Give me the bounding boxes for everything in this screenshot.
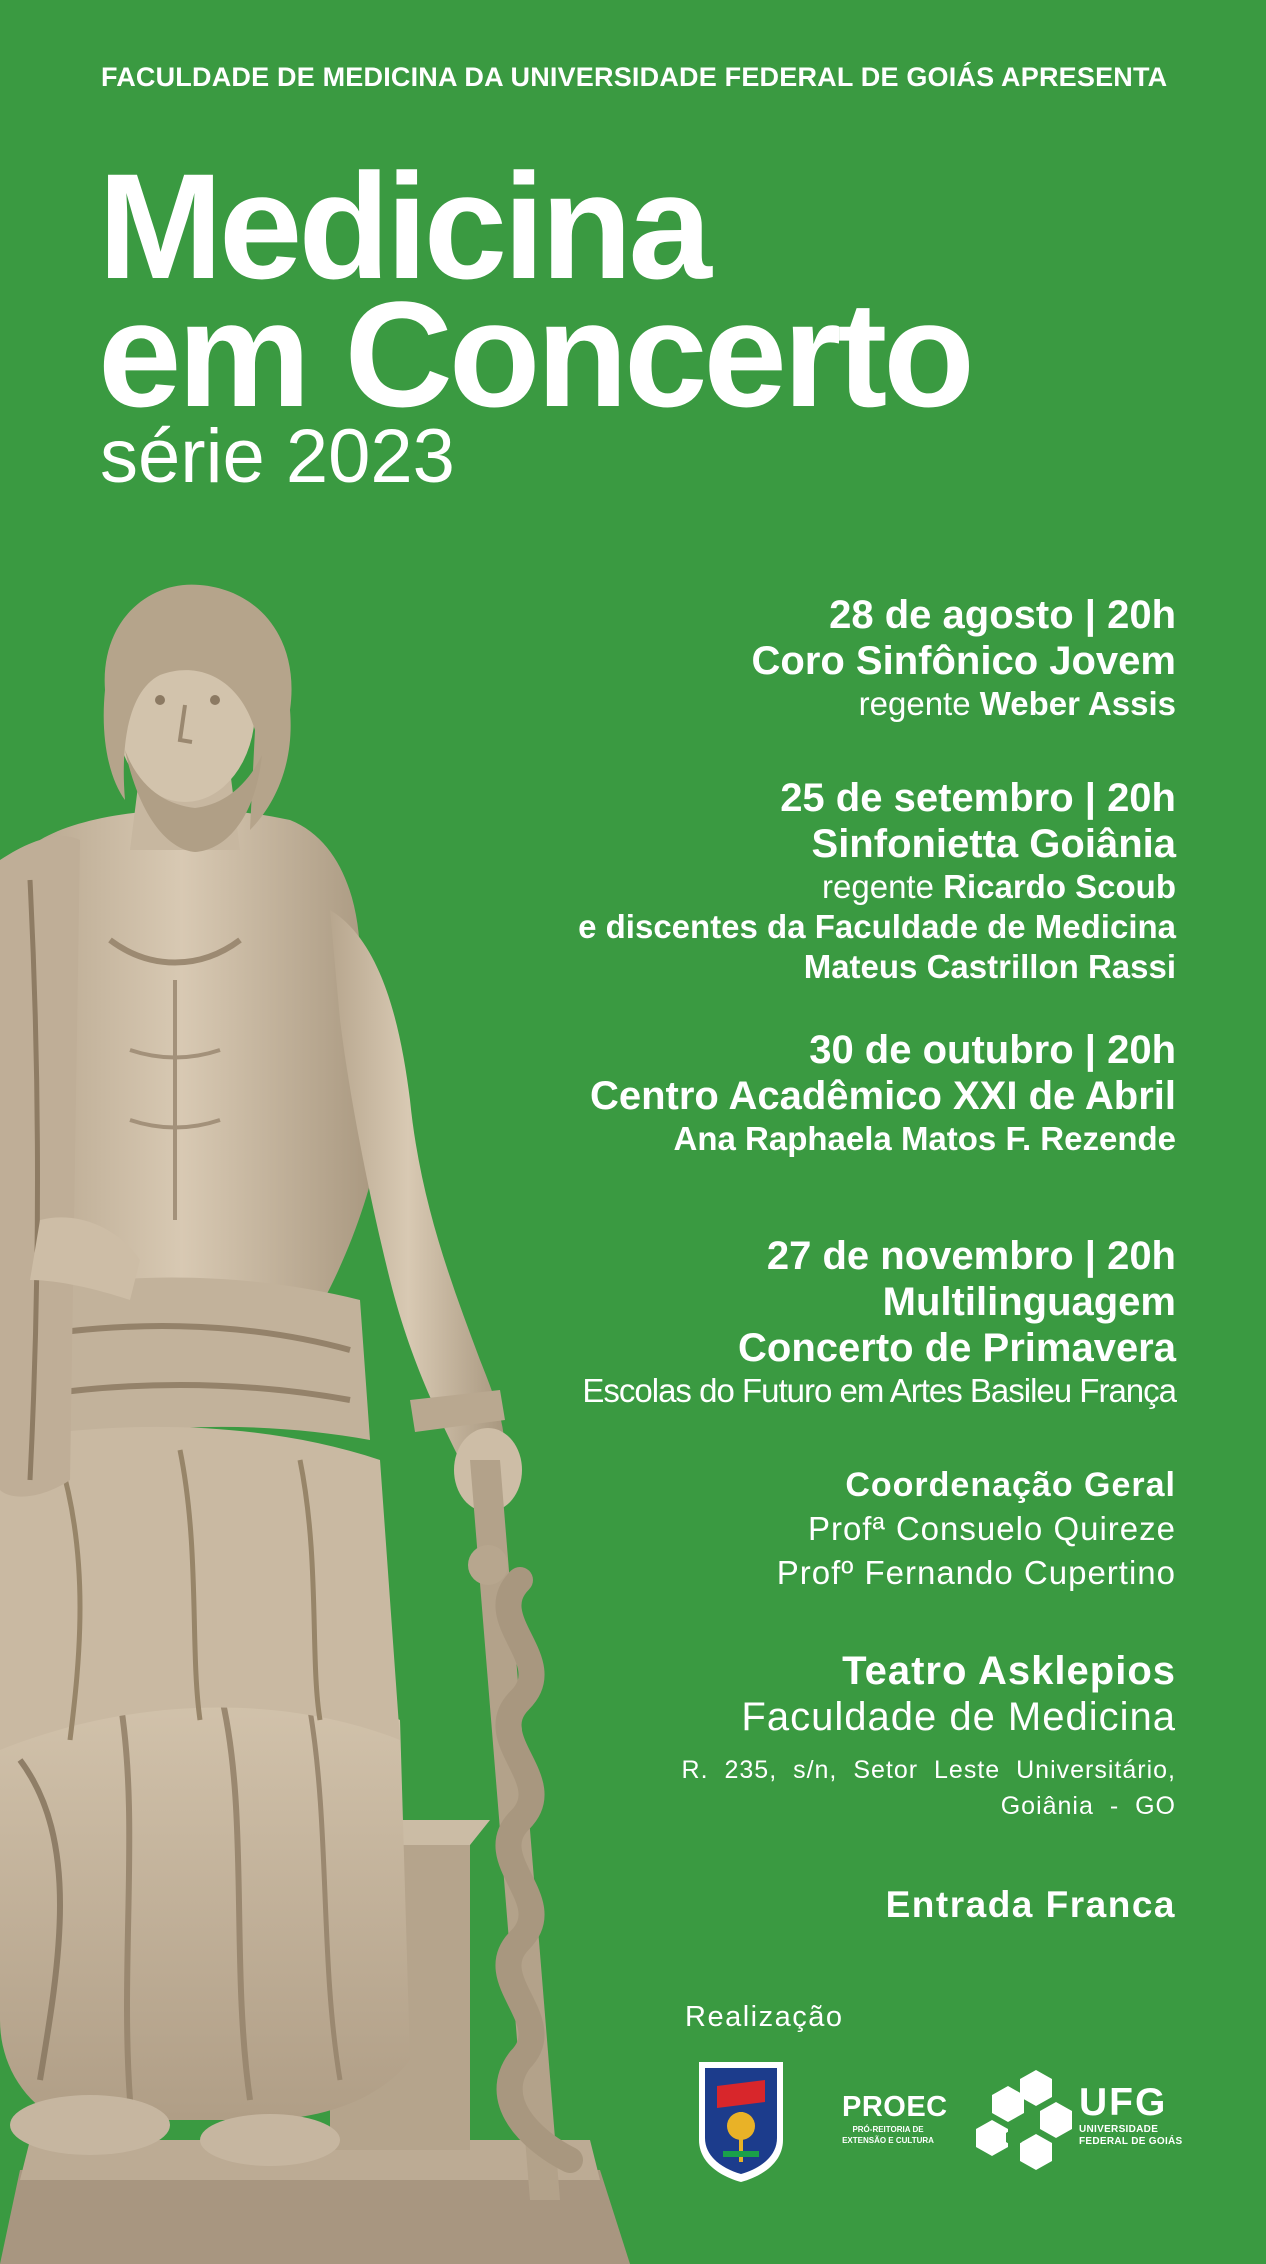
event-2-date: 25 de setembro | 20h	[780, 776, 1176, 820]
event-4-performer: Escolas do Futuro em Artes Basileu França	[582, 1372, 1176, 1409]
event-4-group-line-1: Multilinguagem	[882, 1280, 1176, 1324]
ufg-hexagon-logo-icon	[974, 2068, 1074, 2172]
faculdade-de-medicina-crest-icon	[693, 2058, 789, 2184]
event-2-group: Sinfonietta Goiânia	[811, 822, 1176, 866]
event-4	[582, 1233, 1176, 1411]
event-1	[752, 592, 1177, 724]
event-2-extra-1: e discentes da Faculdade de Medicina	[578, 908, 1176, 945]
coordination-block	[777, 1463, 1176, 1595]
presenter-line: FACULDADE DE MEDICINA DA UNIVERSIDADE FEDERAL DE GOIÁS APRESENTA	[101, 62, 1168, 92]
venue-address-line-1: R. 235, s/n, Setor Leste Universitário,	[681, 1756, 1176, 1784]
ufg-wordmark	[1079, 2082, 1183, 2148]
ufg-sub-2: FEDERAL DE GOIÁS	[1079, 2136, 1183, 2147]
event-2-extra-2: Mateus Castrillon Rassi	[803, 948, 1176, 985]
event-2-conductor	[578, 867, 1176, 907]
coordination-person-1: Profª Consuelo Quireze	[807, 1510, 1176, 1547]
event-2-conductor-prefix: regente	[822, 868, 944, 905]
proec-sub-2: EXTENSÃO E CULTURA	[842, 2136, 934, 2145]
event-1-conductor-prefix: regente	[858, 685, 980, 722]
event-3-performer: Ana Raphaela Matos F. Rezende	[673, 1120, 1176, 1157]
venue-institution: Faculdade de Medicina	[741, 1695, 1176, 1739]
event-2	[578, 775, 1176, 987]
realization-label: Realização	[685, 2001, 844, 2033]
event-2-conductor-name: Ricardo Scoub	[943, 868, 1176, 905]
venue-address-line-2: Goiânia - GO	[1000, 1792, 1176, 1820]
proec-name: PROEC	[842, 2091, 948, 2123]
free-entry: Entrada Franca	[885, 1884, 1176, 1925]
event-4-group-line-2: Concerto de Primavera	[738, 1326, 1176, 1370]
series-year: série 2023	[100, 414, 455, 499]
event-3	[590, 1027, 1176, 1159]
venue-block	[682, 1648, 1176, 1824]
asklepios-statue-image	[0, 580, 640, 2264]
event-1-conductor-name: Weber Assis	[979, 685, 1176, 722]
ufg-name: UFG	[1079, 2081, 1168, 2124]
event-3-group: Centro Acadêmico XXI de Abril	[589, 1074, 1176, 1118]
event-4-date: 27 de novembro | 20h	[766, 1234, 1176, 1278]
poster-title	[98, 142, 971, 438]
ufg-sub-1: UNIVERSIDADE	[1079, 2124, 1159, 2135]
coordination-heading: Coordenação Geral	[845, 1466, 1176, 1504]
event-3-date: 30 de outubro | 20h	[809, 1028, 1176, 1072]
proec-logo	[842, 2090, 948, 2146]
coordination-person-2: Profº Fernando Cupertino	[776, 1554, 1176, 1591]
title-line-1: Medicina	[98, 142, 708, 310]
venue-name: Teatro Asklepios	[842, 1649, 1176, 1693]
event-1-conductor	[752, 684, 1177, 724]
proec-sub-1: PRÓ-REITORIA DE	[852, 2125, 924, 2134]
title-line-2: em Concerto	[98, 270, 971, 438]
event-1-group: Coro Sinfônico Jovem	[751, 639, 1176, 683]
event-1-date: 28 de agosto | 20h	[829, 593, 1176, 637]
